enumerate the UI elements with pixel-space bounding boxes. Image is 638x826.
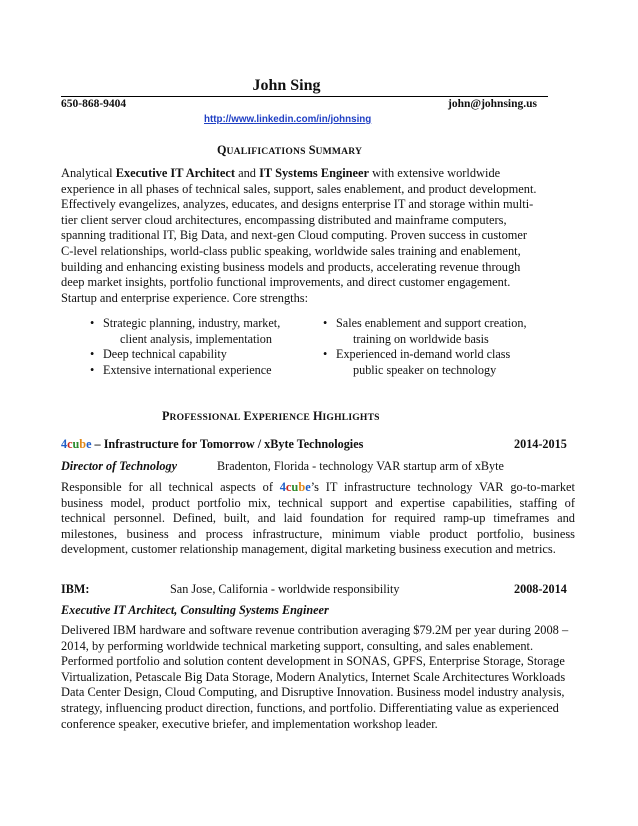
- strength-item: • Strategic planning, industry, market, client analysis, implementation: [90, 316, 281, 346]
- candidate-name: John Sing: [252, 77, 321, 94]
- bullet-icon: •: [323, 316, 328, 330]
- logo-char: e: [86, 437, 92, 451]
- logo-char: b: [79, 437, 87, 451]
- strength-item: • Experienced in-demand world class public speaker on technology: [323, 347, 511, 377]
- logo-char: u: [72, 437, 80, 451]
- strength-item: • Deep technical capability: [90, 347, 227, 362]
- description-line: Performed portfolio and solution content development in SONAS, GPFS, Enterprise Storage, Storage: [61, 654, 565, 669]
- job1-location: Bradenton, Florida - technology VAR startup arm of xByte: [217, 459, 504, 473]
- description-line: strategy, influencing product direction, functions, and portfolio. Differentiating value as experienced: [61, 700, 559, 715]
- job2-description: [61, 623, 575, 732]
- job1-company: 4cube – Infrastructure for Tomorrow / xByte Technologies: [61, 437, 364, 451]
- qualifications-summary: [61, 166, 575, 306]
- job2-title: Executive IT Architect, Consulting Systems Engineer: [61, 603, 329, 617]
- summary-line: spanning traditional IT, Big Data, and next-gen Cloud computing. Proven success in customer: [61, 228, 528, 243]
- job1-title: Director of Technology: [61, 459, 177, 473]
- qualifications-heading: QUALIFICATIONS SUMMARY: [217, 143, 363, 157]
- linkedin-link[interactable]: http://www.linkedin.com/in/johnsing: [204, 114, 372, 125]
- description-line: 2014, by performing worldwide technical marketing support, consulting, and sales enablement.: [61, 638, 534, 653]
- job2-dates: 2008-2014: [514, 582, 567, 596]
- summary-line: Effectively evangelizes, analyzes, educates, and designs enterprise IT and storage within multi-: [61, 197, 534, 212]
- summary-line: experience in all phases of technical sales, support, sales enablement, and product development.: [61, 181, 537, 196]
- description-line: Virtualization, Petascale Big Data Storage, Modern Analytics, Internet Scale Architectures Workloads: [61, 669, 566, 684]
- summary-line: building and enhancing existing business models and products, accelerating revenue through: [61, 259, 521, 274]
- bullet-icon: •: [90, 347, 95, 362]
- description-line: business model, product portfolio mix, technical support and expertise capabilities, staffing of: [61, 495, 575, 510]
- logo-char: c: [67, 437, 73, 451]
- experience-heading: PROFESSIONAL EXPERIENCE HIGHLIGHTS: [162, 409, 380, 423]
- description-line: Delivered IBM hardware and software revenue contribution averaging $79.2M per year during 2008 –: [61, 623, 569, 637]
- bullet-icon: •: [90, 362, 95, 377]
- job2-location: San Jose, California - worldwide responsibility: [170, 582, 400, 596]
- bullet-icon: •: [90, 316, 95, 330]
- strength-item: • Sales enablement and support creation, training on worldwide basis: [323, 316, 527, 346]
- strengths-right-list: [323, 316, 527, 378]
- job1-dates: 2014-2015: [514, 437, 567, 451]
- logo-char: 4: [61, 437, 68, 451]
- summary-line: tier client server cloud architectures, encompassing distributed and mainframe computers,: [61, 212, 507, 227]
- bullet-icon: •: [323, 347, 328, 362]
- job1-description: [61, 480, 575, 558]
- summary-line: deep market insights, portfolio functional improvements, and direct customer engagement.: [61, 275, 511, 290]
- summary-line: Startup and enterprise experience. Core strengths:: [61, 290, 309, 305]
- phone-number: 650-868-9404: [61, 98, 127, 110]
- email-address[interactable]: john@johnsing.us: [448, 98, 538, 110]
- summary-line: Analytical Executive IT Architect and IT Systems Engineer with extensive worldwide: [61, 166, 501, 180]
- strength-item: • Extensive international experience: [90, 362, 272, 377]
- description-line: Data Center Design, Cloud Computing, and Disruptive Innovation. Business model industry analysis,: [61, 685, 565, 700]
- description-line: technical personnel. Defined, built, and laid foundation for required ramp-up timeframes and: [61, 511, 575, 526]
- description-line: conference speaker, executive briefer, and implementation workshop leader.: [61, 716, 438, 731]
- description-line: milestones, business and process infrastructure, minimum viable product portfolio, business: [61, 526, 575, 541]
- description-line: development, customer relationship management, digital marketing business execution and metrics.: [61, 542, 556, 557]
- summary-line: C-level relationships, world-class public speaking, worldwide sales training and enablement,: [61, 243, 521, 258]
- strengths-left-list: [90, 316, 280, 378]
- description-line: Responsible for all technical aspects of 4cube’s IT infrastructure technology VAR go-to-market: [61, 480, 575, 494]
- name-rule: [61, 76, 548, 97]
- job2-company: IBM:: [61, 582, 90, 596]
